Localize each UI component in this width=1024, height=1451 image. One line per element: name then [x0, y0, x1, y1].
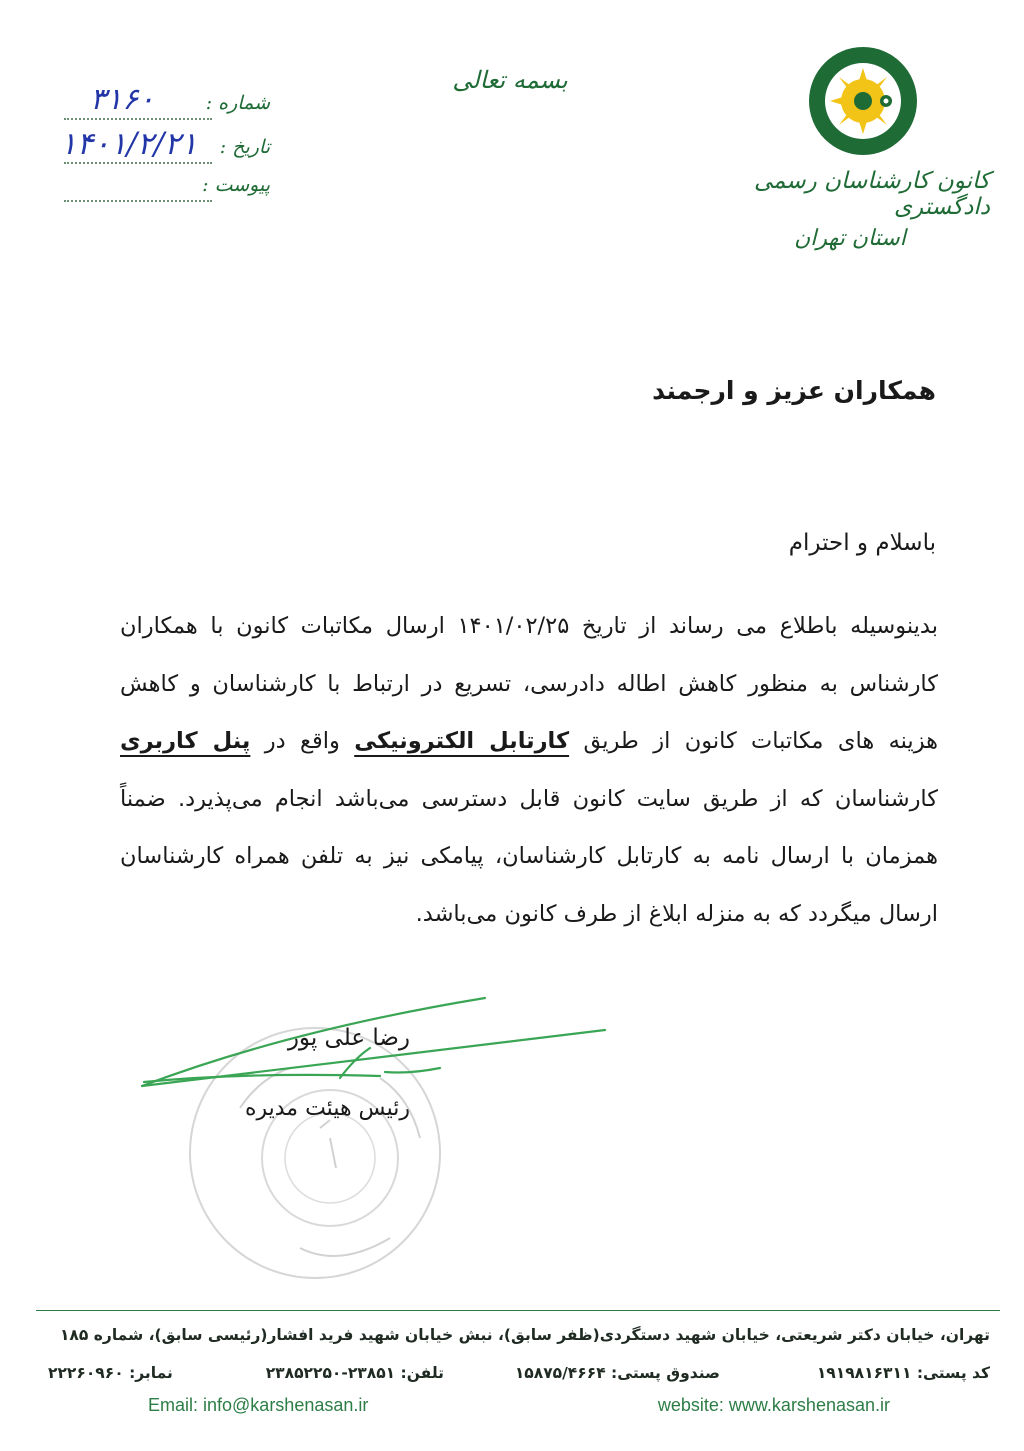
footer-web-row: [40, 1395, 990, 1419]
letter-date-row: [60, 126, 270, 170]
body-text-part: کارشناسان که از طریق سایت کانون قابل دسترسی می‌باشد انجام می‌پذیرد. ضمناً همزمان با ارسال نامه به کارتابل کارشناسان، پیامکی نیز به تلفن همراه کارشناسان ارسال میگردد که به منزله ابلاغ از طرف کانون می‌باشد.: [120, 785, 938, 927]
organization-logo-icon: [808, 46, 918, 156]
dotted-line: [64, 200, 212, 202]
letter-date-value: ۱۴۰۱/۲/۲۱: [60, 126, 198, 162]
letter-body: [120, 598, 938, 944]
letter-attachment-label: پیوست :: [202, 174, 270, 196]
footer-divider: [36, 1310, 1000, 1311]
letter-attachment-row: [60, 174, 270, 208]
highlight-user-panel: پنل کاربری: [120, 728, 251, 755]
body-text-part: واقع در: [250, 728, 355, 755]
signatory-name: رضا علی پور: [287, 1025, 410, 1051]
footer-website-link[interactable]: website: www.karshenasan.ir: [657, 1395, 890, 1415]
footer-fax: نمابر: ۲۲۲۶۰۹۶۰: [48, 1364, 173, 1382]
organization-province: استان تهران: [794, 226, 906, 251]
letter-number-value: ۳۱۶۰: [90, 82, 155, 117]
footer-address: تهران، خیابان دکتر شریعتی، خیابان شهید دستگردی(ظفر سابق)، نبش خیابان شهید فرید افشار(رئیسی سابق)، شماره ۱۸۵: [59, 1326, 990, 1344]
handwritten-signature: [130, 990, 610, 1100]
letter-greeting: همکاران عزیز و ارجمند: [652, 376, 936, 405]
letter-salutation: باسلام و احترام: [788, 530, 936, 556]
footer-postal-code: کد پستی: ۱۹۱۹۸۱۶۳۱۱: [816, 1364, 990, 1382]
signatory-title: رئیس هیئت مدیره: [244, 1096, 410, 1121]
highlight-electronic-cartable: کارتابل الکترونیکی: [354, 728, 570, 755]
letter-number-row: [60, 82, 270, 126]
dotted-line: [64, 162, 212, 164]
body-text-part: بدینوسیله باطلاع می رساند از تاریخ ۱۴۰۱/۰۲/۲۵ ارسال مکاتبات کانون با همکاران کارشناس به منظور کاهش اطاله دادرسی، تسریع در ارتباط با کارشناسان و کاهش هزینه های مکاتبات کانون از طریق: [120, 613, 938, 755]
footer-phone: تلفن: ۲۳۸۵۱-۲۳۸۵۲۲۵۰: [265, 1364, 444, 1382]
footer-po-box: صندوق پستی: ۱۵۸۷۵/۴۶۶۴: [514, 1364, 720, 1382]
basmala-heading: بسمه تعالی: [452, 66, 568, 94]
footer-contact-row: [40, 1364, 990, 1388]
organization-name: کانون کارشناسان رسمی دادگستری: [753, 168, 990, 220]
letter-number-label: شماره :: [205, 92, 270, 114]
letter-date-label: تاریخ :: [219, 136, 270, 158]
footer-email-link[interactable]: Email: info@karshenasan.ir: [148, 1395, 369, 1415]
dotted-line: [64, 118, 212, 120]
